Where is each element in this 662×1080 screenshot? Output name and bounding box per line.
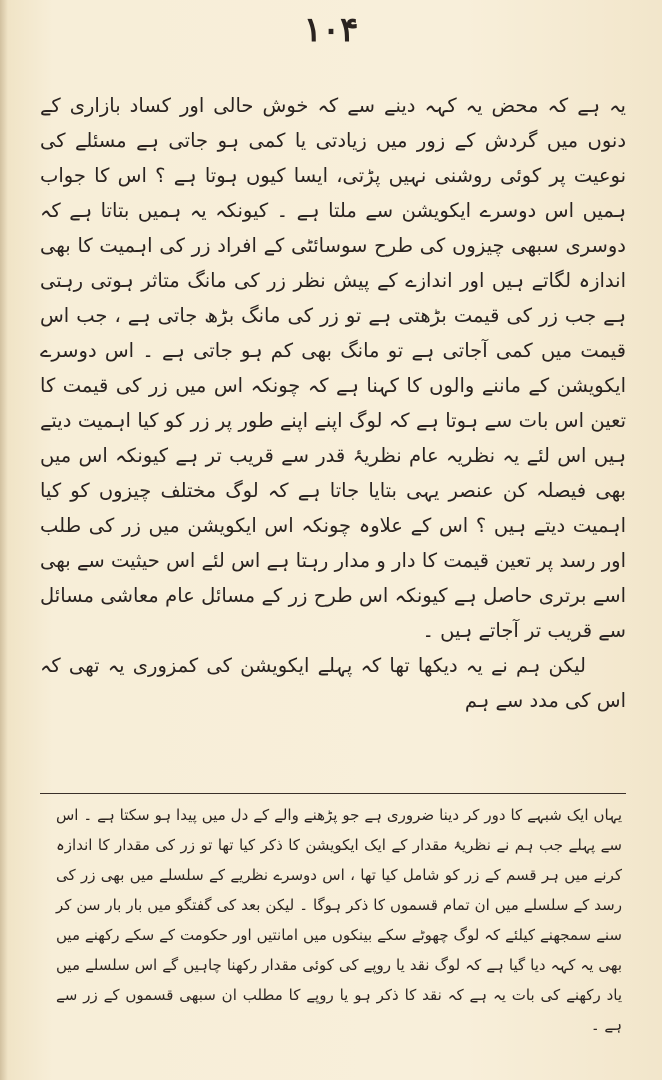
footnote-divider [40,793,626,794]
main-text-block [40,88,626,718]
footnote-block [56,800,622,1040]
page-number: ۱۰۴ [303,10,359,50]
footnote-text: یہاں ایک شبہے کا دور کر دینا ضروری ہے جو پڑھنے والے کے دل میں پیدا ہو سکتا ہے ۔ اس سے پہلے جب ہم نے نظریۂ مقدار کے ایک ایکویشن کا ذکر کیا تھا تو زر کی مقدار کا اندازہ کرنے میں ہر قسم کے زر کو شامل کیا تھا ، اس دوسرے نظریے کے سلسلے میں بھی زر کی رسد کے سلسلے میں ان تمام قسموں کا ذکر ہوگا ۔ لیکن بعد کی گفتگو میں بار بار سن کر سنے سمجھنے کیلئے کہ لوگ چھوٹے سکے بینکوں میں امانتیں اور حکومت کے سکے رکھنے میں بھی یہ کہہ دیا گیا ہے کہ لوگ نقد یا روپے کی کوئی مقدار رکھنا چاہیں گے اس سلسلے میں یاد رکھنے کی بات یہ ہے کہ نقد کا ذکر ہو یا روپے کا مطلب ان سبھی قسموں کے زر سے ہے ۔ [56,806,622,1034]
main-paragraph-continued: لیکن ہم نے یہ دیکھا تھا کہ پہلے ایکویشن کی کمزوری یہ تھی کہ اس کی مدد سے ہم [40,654,626,712]
main-paragraph: یہ ہے کہ محض یہ کہہ دینے سے کہ خوش حالی اور کساد بازاری کے دنوں میں گردش کے زور میں زیادتی یا کمی ہو جاتی ہے مسئلے کی نوعیت پر کوئی روشنی نہیں پڑتی، ایسا کیوں ہوتا ہے ؟ اس کا جواب ہمیں اس دوسرے ایکویشن سے ملتا ہے ۔ کیونکہ یہ ہمیں بتاتا ہے کہ دوسری سبھی چیزوں کی طرح سوسائٹی کے افراد زر کی اہمیت کا بھی اندازہ لگاتے ہیں اور اندازے کے پیش نظر زر کی مانگ متاثر ہوتی رہتی ہے جب زر کی قیمت بڑھتی ہے تو زر کی مانگ بڑھ جاتی ہے ، جب اس قیمت میں کمی آجاتی ہے تو مانگ بھی کم ہو جاتی ہے ۔ اس دوسرے ایکویشن کے ماننے والوں کا کہنا ہے کہ چونکہ اس میں زر کی قیمت کا تعین اس بات سے ہوتا ہے کہ لوگ اپنے اپنے طور پر زر کو کیا اہمیت دیتے ہیں اس لئے یہ نظریہ عام نظریۂ قدر سے قریب تر ہے کیونکہ اس میں بھی فیصلہ کن عنصر یہی بتایا جاتا ہے کہ لوگ مختلف چیزوں کو کیا اہمیت دیتے ہیں ؟ اس کے علاوہ چونکہ اس ایکویشن میں زر کی طلب اور رسد پر تعین قیمت کا دار و مدار رہتا ہے اس لئے اس حیثیت سے بھی اسے برتری حاصل ہے کیونکہ اس طرح زر کے مسائل عام معاشی مسائل سے قریب تر آجاتے ہیں ۔ [40,94,626,642]
